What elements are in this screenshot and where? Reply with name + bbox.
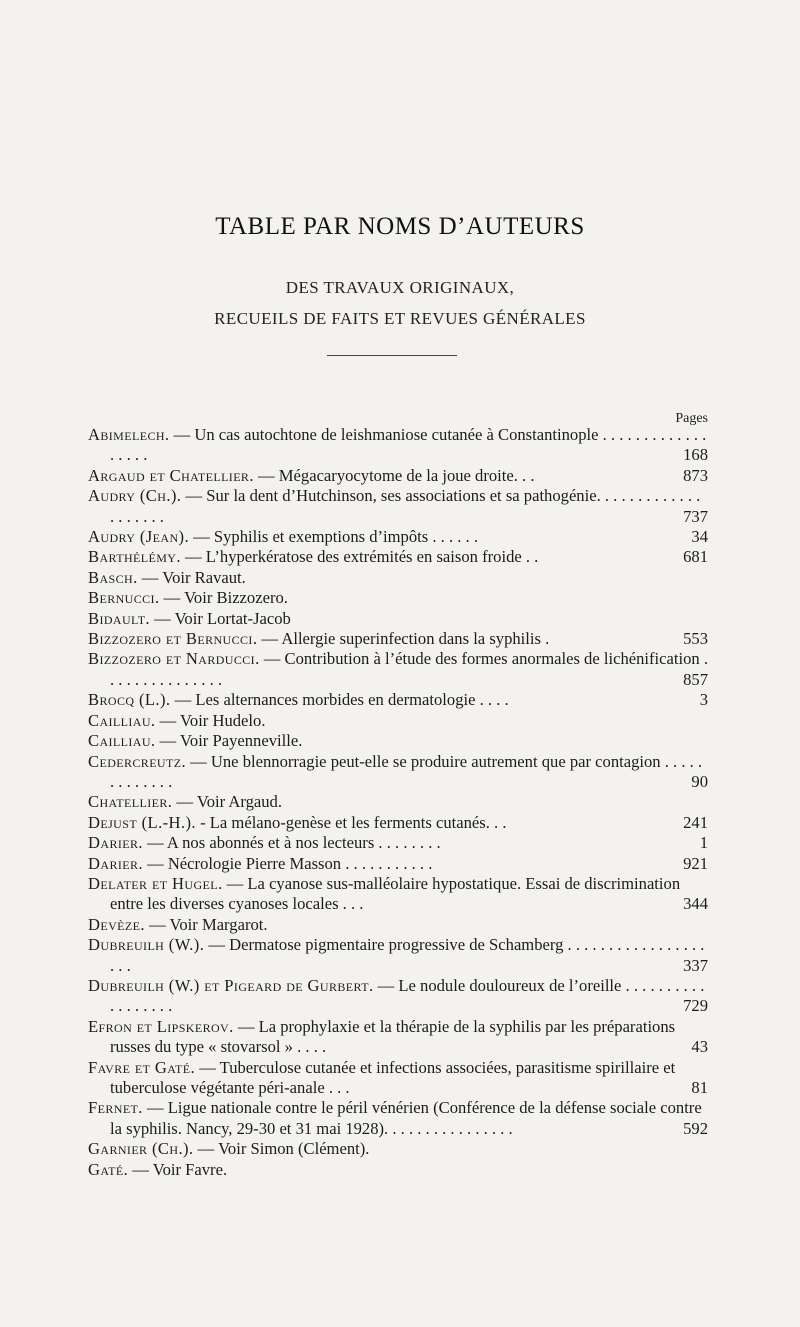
entry-page-number: 90 [691,771,708,791]
index-entry [88,629,708,649]
entry-author: Darier. [88,853,143,873]
entry-author: Brocq (L.). [88,690,171,710]
entry-author: Chatellier. [88,792,173,812]
entry-body [88,833,493,852]
entry-body [88,915,268,934]
index-entry [88,588,708,608]
entry-body [88,1098,702,1137]
index-entry [88,1017,708,1058]
entry-page-number: 81 [691,1078,708,1097]
entry-title: — Les alternances morbides en dermatologie . . . . [170,690,509,710]
entry-author: Bizzozero et Bernucci. [88,629,258,649]
entry-title: — Nécrologie Pierre Masson . . . . . . . . . . . [142,853,433,873]
entry-title: — Voir Bizzozero. [159,588,288,608]
entry-author: Argaud et Chatellier. [88,465,254,485]
pages-column-header: Pages [675,411,708,426]
entry-body [88,711,265,730]
entry-page-number: 681 [683,547,708,567]
index-entry [88,568,708,588]
entry-title: — Sur la dent d’Hutchinson, ses associations et sa pathogénie. . . . . . . . . . . . . . . . . . . . [110,486,701,526]
entry-body [88,629,601,648]
entry-author: Devèze. [88,914,145,934]
entry-page-number: 857 [683,669,708,689]
entry-body [88,792,282,811]
entry-body [88,854,484,873]
index-entry [88,976,708,1017]
entry-title: — Tuberculose cutanée et infections associées, parasitisme spirillaire et tuberculose végétante péri-anale . . . [110,1057,676,1097]
entry-title: — Voir Ravaut. [137,567,246,587]
index-entry [88,731,708,751]
entry-body [88,1017,675,1056]
entry-page-number: 592 [683,1118,708,1138]
index-entry [88,833,708,853]
entry-author: Favre et Gaté. [88,1057,196,1077]
entry-title: — Dermatose pigmentaire progressive de Schamberg . . . . . . . . . . . . . . . . . . . . [110,935,705,975]
entry-page-number: 344 [683,894,708,914]
entry-page-number: 553 [683,629,708,649]
entry-page-number: 737 [683,506,708,526]
entry-body [88,731,302,750]
entry-author: Basch. [88,567,138,587]
index-entry [88,792,708,812]
entry-author: Dubreuilh (W.) et Pigeard de Gurbert. [88,975,374,995]
entry-title: — Voir Simon (Clément). [193,1139,370,1159]
entry-body [88,609,291,628]
page-title: TABLE PAR NOMS D’AUTEURS [215,213,585,240]
entry-title: — Syphilis et exemptions d’impôts . . . . . . [189,527,479,547]
index-entry [88,1139,708,1159]
index-entry [88,874,708,915]
entry-title: — Un cas autochtone de leishmaniose cutanée à Constantinople . . . . . . . . . . . . . . . . . . [110,425,707,465]
entry-title: — Ligue nationale contre le péril vénérien (Conférence de la défense sociale contre la syphilis. Nancy, 29-30 et 31 mai 1928). . . . . . . . . . . . . . . . [110,1098,702,1138]
entry-body [88,649,708,688]
entry-body [88,588,288,607]
entry-title: — Voir Hudelo. [155,710,266,730]
entry-page-number: 43 [691,1037,708,1057]
entry-author: Cedercreutz. [88,751,187,771]
index-entry [88,813,708,833]
index-entry [88,1098,708,1139]
entry-author: Barthélémy. [88,547,181,567]
entry-page-number: 1 [699,833,708,853]
entry-author: Audry (Ch.). [88,486,182,506]
entry-body [88,486,700,525]
entry-body [88,527,530,546]
entry-title: — Voir Payenneville. [155,731,303,751]
index-entry [88,486,708,527]
entry-body [88,813,559,832]
subtitle-line-2: RECUEILS DE FAITS ET REVUES GÉNÉRALES [214,309,586,328]
entry-title: — Le nodule douloureux de l’oreille . . . . . . . . . . . . . . . . . . [110,975,705,1016]
entry-author: Fernet. [88,1098,143,1118]
entry-body [88,1058,675,1097]
subtitle-line-1: DES TRAVAUX ORIGINAUX, [285,278,515,297]
entry-author: Cailliau. [88,731,156,751]
entry-page-number: 241 [683,812,708,832]
entry-author: Cailliau. [88,710,156,730]
entry-title: — Voir Margarot. [144,914,268,934]
entry-title: - La mélano-genèse et les ferments cutanés. . . [195,812,507,832]
entry-author: Bidault. [88,608,150,628]
author-index-list [88,425,708,1180]
entry-body [88,568,246,587]
entry-page-number: 921 [683,853,708,873]
entry-body [88,466,587,485]
entry-title: — A nos abonnés et à nos lecteurs . . . . . . . . [142,833,441,853]
index-entry [88,649,708,690]
entry-author: Dubreuilh (W.). [88,935,205,955]
entry-title: — Voir Favre. [128,1159,228,1179]
entry-title: — Une blennorragie peut-elle se produire autrement que par contagion . . . . . . . . . . . . . [110,751,703,791]
index-entry [88,690,708,710]
entry-title: — L’hyperkératose des extrémités en saison froide . . [180,547,539,567]
entry-page-number: 168 [683,445,708,465]
entry-body [88,690,561,709]
entry-title: — Allergie superinfection dans la syphilis . [257,629,550,649]
entry-page-number: 337 [683,955,708,975]
entry-body [88,752,702,791]
entry-author: Gaté. [88,1159,129,1179]
entry-title: — La prophylaxie et la thérapie de la syphilis par les préparations russes du type « stovarsol » . . . . [110,1016,676,1057]
entry-author: Garnier (Ch.). [88,1139,194,1159]
entry-author: Delater et Hugel. [88,873,223,893]
index-entry [88,752,708,793]
index-entry [88,425,708,466]
entry-page-number: 3 [699,690,708,710]
entry-body [88,935,704,974]
entry-title: — Mégacaryocytome de la joue droite. . . [253,465,535,485]
index-entry [88,915,708,935]
entry-body [88,874,680,913]
entry-author: Darier. [88,833,143,853]
entry-title: — Contribution à l’étude des formes anormales de lichénification . . . . . . . . . . . . . . . [110,649,708,689]
index-entry [88,711,708,731]
index-entry [88,1160,708,1180]
entry-title: — La cyanose sus-malléolaire hypostatique. Essai de discrimination entre les diverses cyanoses locales . . . [110,873,681,914]
entry-body [88,1139,369,1158]
index-entry [88,609,708,629]
index-entry [88,935,708,976]
entry-author: Abimelech. [88,425,170,444]
index-entry [88,547,708,567]
entry-author: Audry (Jean). [88,527,189,547]
index-entry [88,466,708,486]
entry-body [88,1160,227,1179]
index-entry [88,527,708,547]
entry-title: — Voir Argaud. [172,792,282,812]
entry-page-number: 34 [691,527,708,547]
entry-title: — Voir Lortat-Jacob [149,608,291,628]
entry-author: Bernucci. [88,588,160,608]
entry-body [88,976,704,1015]
index-entry [88,854,708,874]
index-entry [88,1058,708,1099]
entry-author: Efron et Lipskerov. [88,1016,234,1036]
entry-author: Dejust (L.-H.). [88,812,196,832]
entry-page-number: 729 [683,996,708,1016]
entry-author: Bizzozero et Narducci. [88,649,260,669]
title-divider [327,355,457,356]
entry-body [88,425,706,464]
entry-page-number: 873 [683,465,708,485]
entry-body [88,547,590,566]
